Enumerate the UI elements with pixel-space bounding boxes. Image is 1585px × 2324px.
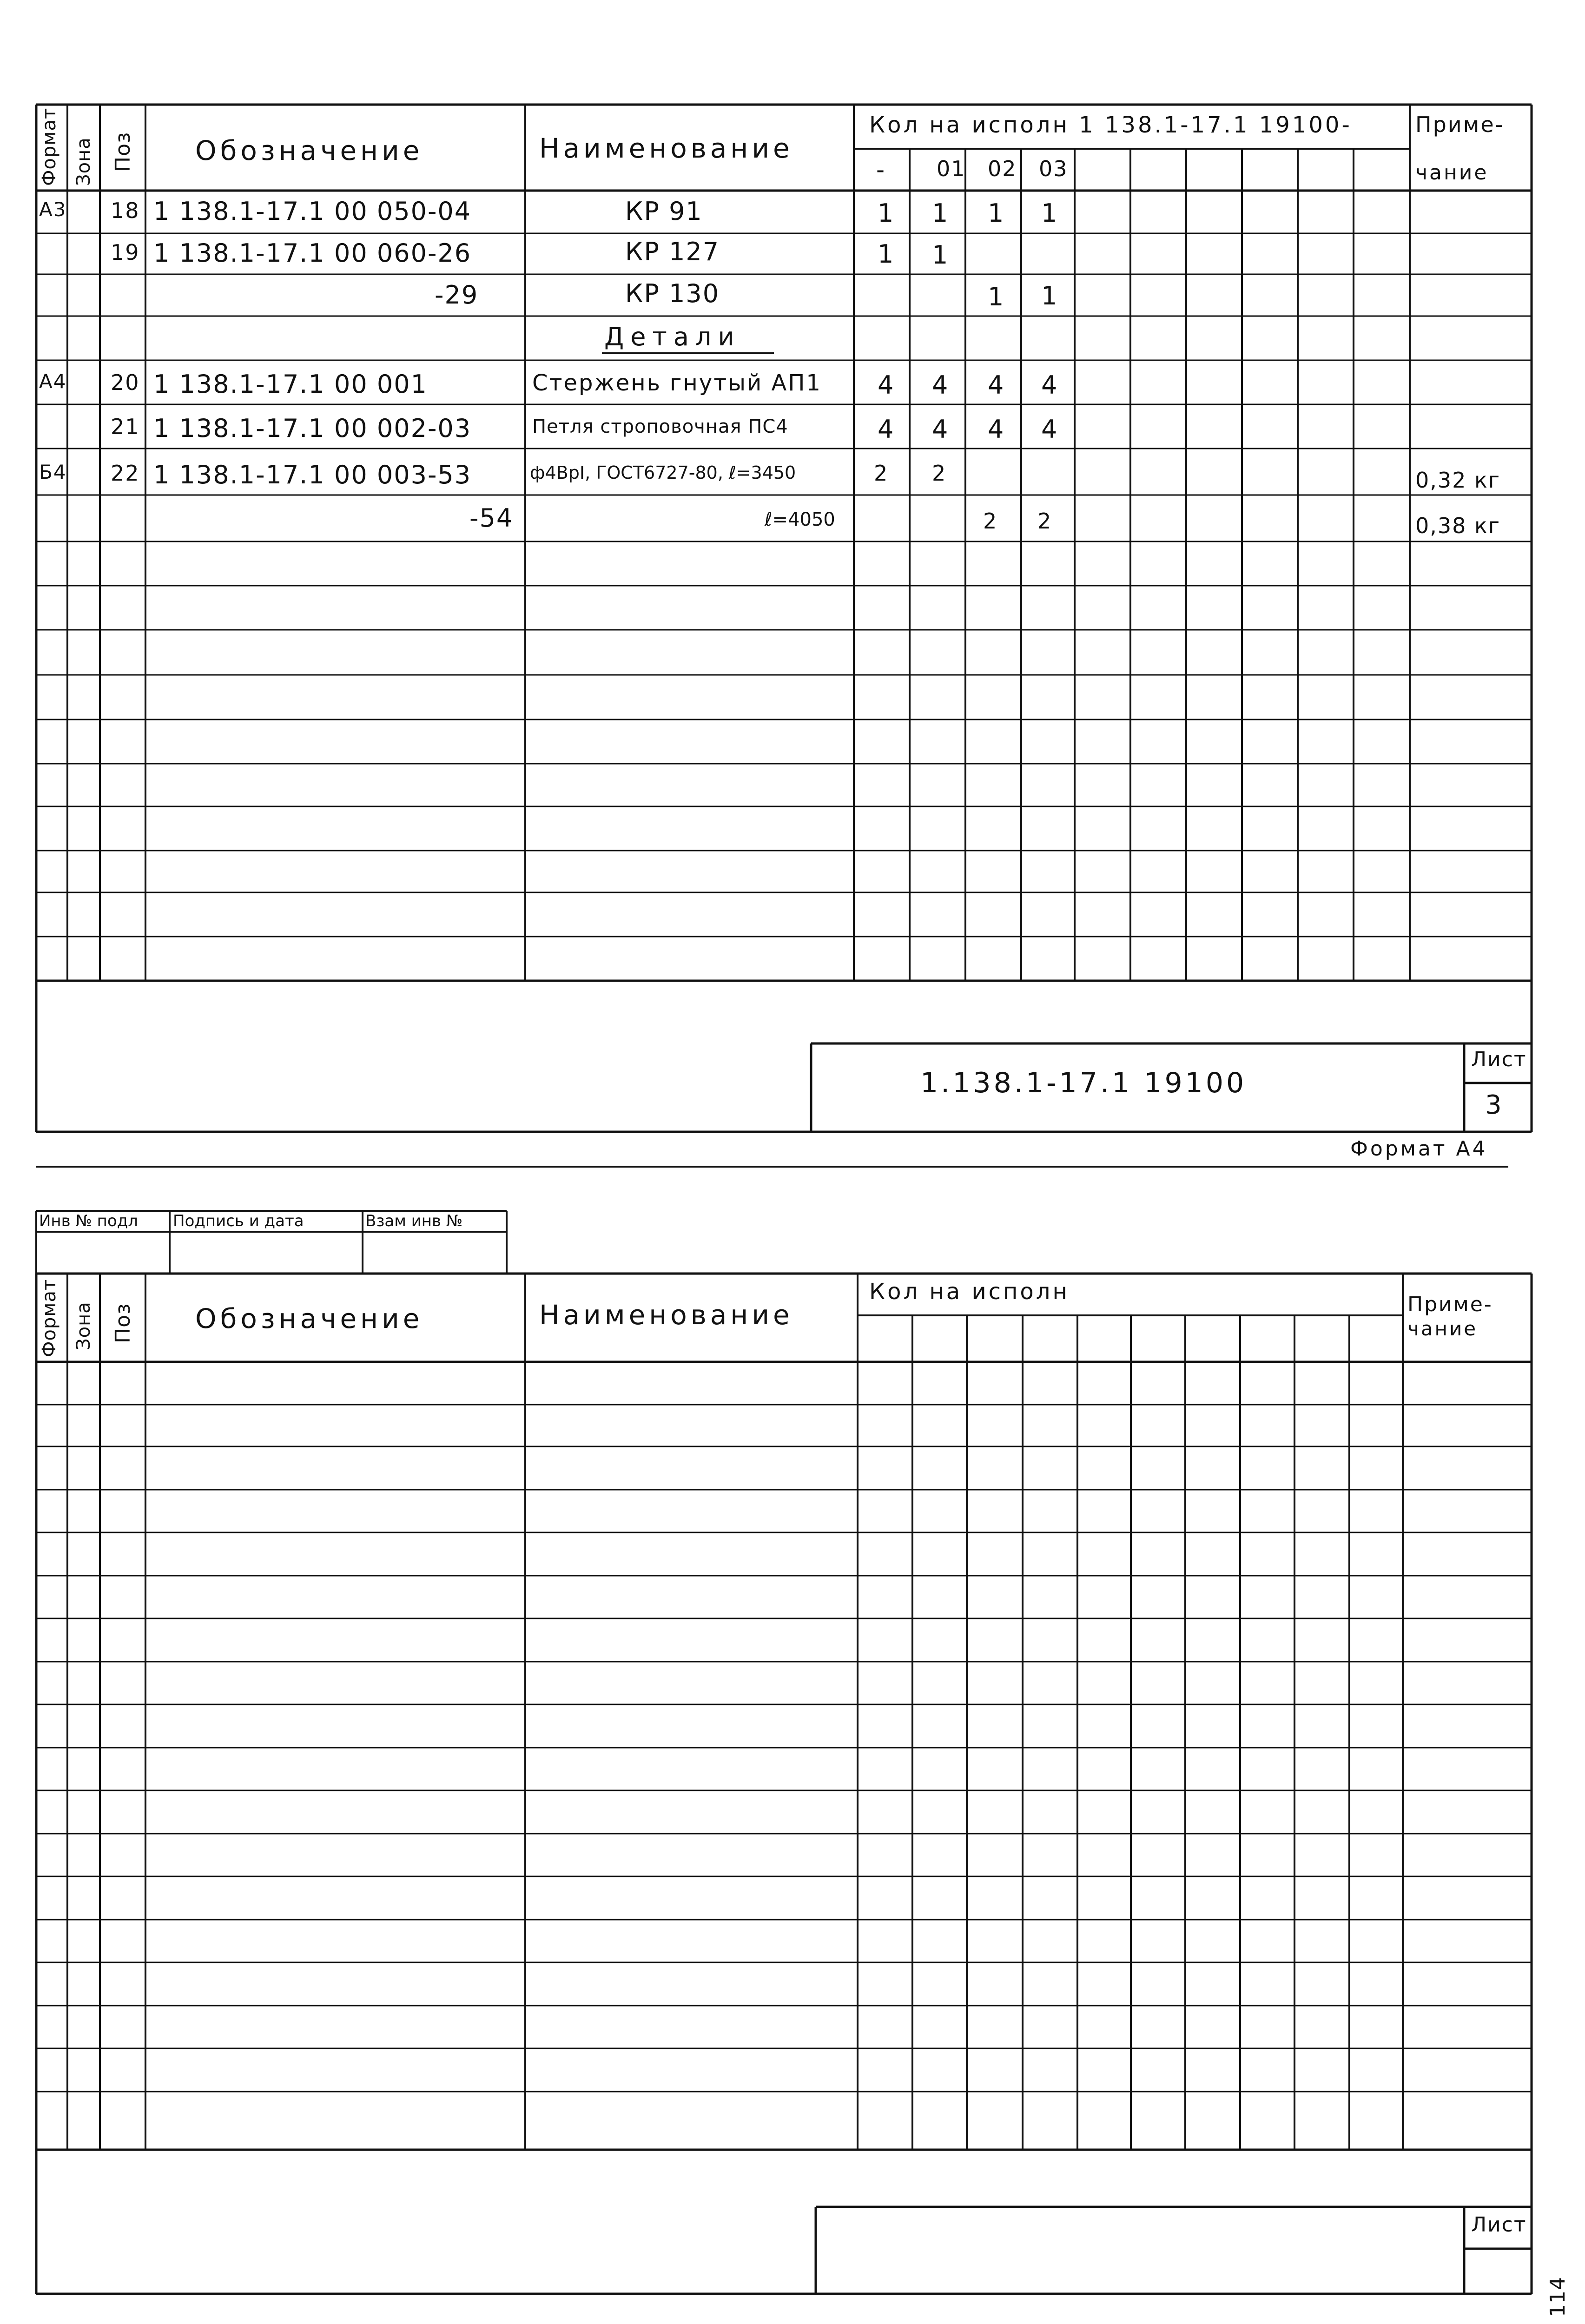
header-format: Формат	[39, 107, 60, 186]
margin-number: 114	[1546, 2277, 1570, 2317]
row1-q0: 1	[878, 198, 895, 228]
row6-q2: 4	[988, 415, 1005, 444]
p2-header-name: Наименование	[539, 1299, 793, 1331]
page2-rows	[36, 1405, 1532, 2092]
format-footer: Формат А4	[1350, 1137, 1488, 1161]
row5-pos: 20	[111, 370, 140, 395]
row5-q0: 4	[878, 370, 895, 400]
row7-format: Б4	[39, 461, 67, 483]
row5-q2: 4	[988, 370, 1005, 400]
header-name: Наименование	[539, 132, 793, 164]
row1-designation: 1 138.1-17.1 00 050-04	[153, 197, 472, 226]
variant-header-01: 01	[937, 156, 966, 181]
row6-pos: 21	[111, 414, 140, 439]
row3-designation: -29	[435, 280, 479, 310]
header-note-2: чание	[1415, 161, 1489, 185]
row1-q1: 1	[932, 198, 949, 228]
stamp-vzam-inv: Взам инв №	[365, 1212, 463, 1230]
p2-sheet-label: Лист	[1471, 2213, 1527, 2237]
sheet-number: 3	[1485, 1090, 1503, 1120]
page1-rows	[36, 191, 1532, 937]
header-zone: Зона	[73, 137, 94, 186]
row7-name: ф4ВрI, ГОСТ6727-80, ℓ=3450	[530, 462, 796, 483]
doc-number: 1.138.1-17.1 19100	[920, 1067, 1247, 1099]
row1-pos: 18	[111, 198, 140, 223]
p2-header-pos: Поз	[111, 1303, 135, 1343]
row7-note: 0,32 кг	[1415, 468, 1500, 493]
row2-pos: 19	[111, 240, 140, 265]
row7-q1: 2	[932, 461, 947, 486]
row8-q2: 2	[983, 508, 998, 534]
row8-name: ℓ=4050	[765, 509, 835, 530]
page2-title-block	[816, 2207, 1532, 2294]
stamp-inv-podl: Инв № подл	[39, 1212, 138, 1230]
row6-q3: 4	[1041, 415, 1058, 444]
row6-name: Петля строповочная ПС4	[532, 416, 788, 437]
row6-q1: 4	[932, 415, 949, 444]
row2-q0: 1	[878, 239, 895, 269]
p2-header-note-1: Приме-	[1407, 1293, 1493, 1316]
header-designation: Обозначение	[195, 135, 423, 166]
row7-pos: 22	[111, 461, 140, 486]
header-note-1: Приме-	[1415, 112, 1505, 137]
page1-columns	[67, 105, 1410, 981]
row3-name: КР 130	[625, 279, 720, 308]
row5-q3: 4	[1041, 370, 1058, 400]
row2-q1: 1	[932, 240, 949, 270]
p2-header-zone: Зона	[73, 1301, 94, 1350]
row8-designation: -54	[469, 503, 514, 533]
row5-name: Стержень гнутый АП1	[532, 370, 822, 396]
header-qty: Кол на исполн 1 138.1-17.1 19100-	[869, 112, 1352, 138]
p2-header-format: Формат	[39, 1279, 60, 1357]
row2-name: КР 127	[625, 237, 720, 266]
p2-header-note-2: чание	[1407, 1317, 1478, 1340]
row3-q2: 1	[988, 282, 1005, 311]
row1-format: А3	[39, 198, 67, 221]
row2-designation: 1 138.1-17.1 00 060-26	[153, 238, 472, 268]
row5-designation: 1 138.1-17.1 00 001	[153, 370, 428, 399]
p2-header-designation: Обозначение	[195, 1303, 423, 1334]
row6-q0: 4	[878, 415, 895, 444]
variant-header-03: 03	[1039, 156, 1068, 181]
row5-format: А4	[39, 370, 67, 393]
row8-note: 0,38 кг	[1415, 513, 1500, 538]
section-details-heading: Детали	[604, 322, 741, 351]
row1-name: КР 91	[625, 197, 703, 226]
row6-designation: 1 138.1-17.1 00 002-03	[153, 414, 472, 443]
row3-q3: 1	[1041, 281, 1058, 310]
row1-q3: 1	[1041, 198, 1058, 228]
p2-header-qty: Кол на исполн	[869, 1279, 1070, 1305]
stamp-signature-date: Подпись и дата	[173, 1212, 304, 1230]
row5-q1: 4	[932, 370, 949, 400]
sheet-label: Лист	[1471, 1048, 1527, 1071]
variant-header-02: 02	[988, 156, 1017, 181]
page2-frame	[36, 1274, 1532, 2294]
row7-designation: 1 138.1-17.1 00 003-53	[153, 460, 472, 489]
header-pos: Поз	[111, 132, 135, 172]
row8-q3: 2	[1037, 508, 1052, 534]
variant-header-base: -	[876, 156, 886, 183]
row7-q0: 2	[874, 461, 889, 486]
row1-q2: 1	[988, 198, 1005, 228]
